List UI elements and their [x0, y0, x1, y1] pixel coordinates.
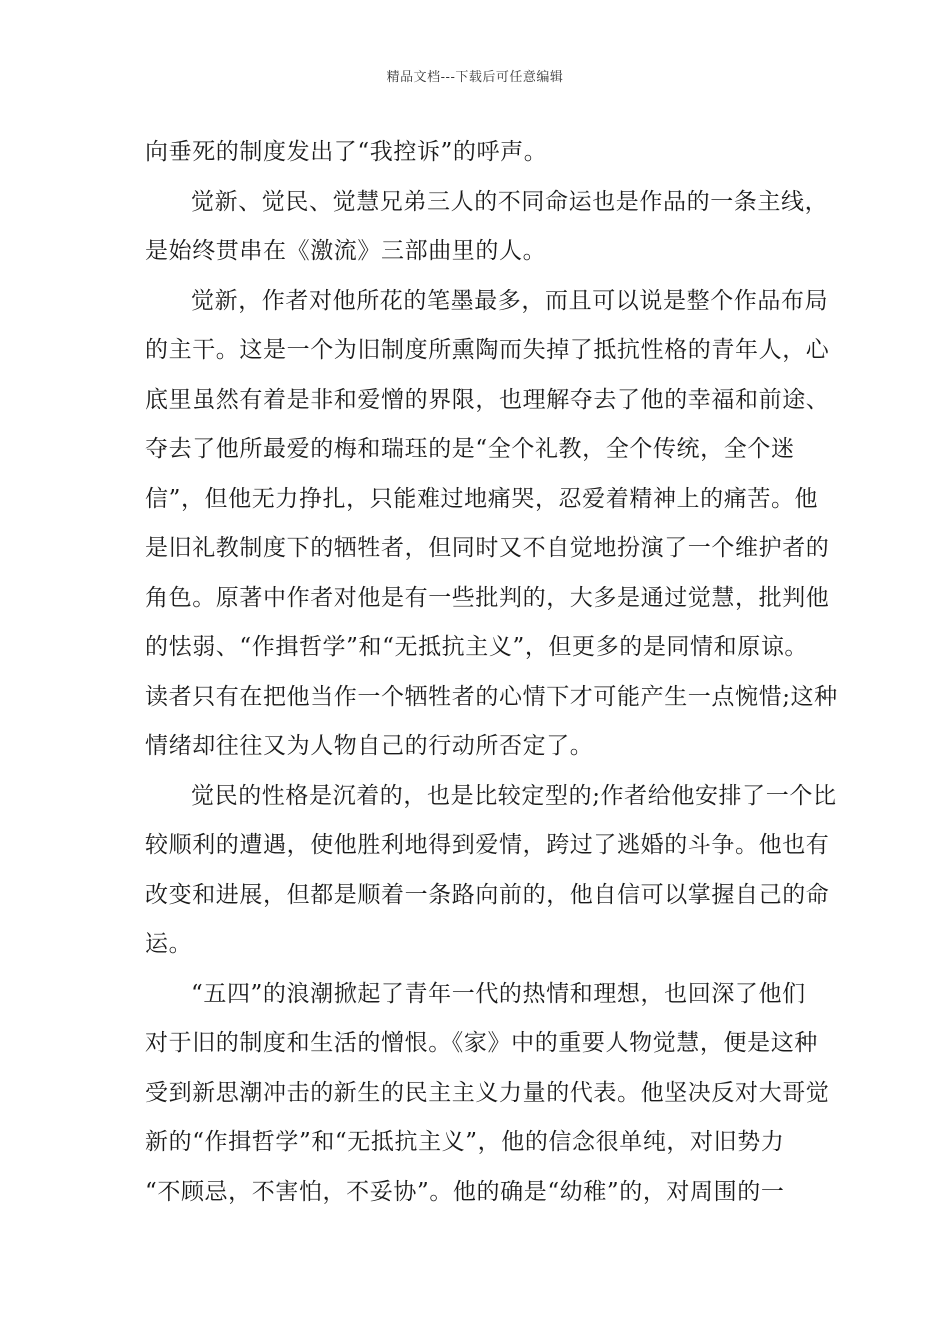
text-line: 底里虽然有着是非和爱憎的界限，也理解夺去了他的幸福和前途、 — [145, 386, 830, 413]
text-line: 觉新、觉民、觉慧兄弟三人的不同命运也是作品的一条主线， — [191, 188, 829, 215]
page-header: 精品文档---下载后可任意编辑 — [386, 70, 564, 85]
text-line: 情绪却往往又为人物自己的行动所否定了。 — [145, 733, 594, 759]
text-line: 信”，但他无力挣扎，只能难过地痛哭，忍爱着精神上的痛苦。他 — [145, 485, 819, 512]
text-line: “五四”的浪潮掀起了青年一代的热情和理想，也回深了他们 — [191, 980, 806, 1007]
text-line: 是始终贯串在《激流》三部曲里的人。 — [145, 238, 547, 264]
text-line: 的怯弱、“作揖哲学”和“无抵抗主义”，但更多的是同情和原谅。 — [145, 634, 809, 660]
text-line: 夺去了他所最爱的梅和瑞珏的是“全个礼教，全个传统，全个迷 — [145, 436, 795, 462]
text-line: 的主干。这是一个为旧制度所熏陶而失掉了抵抗性格的青年人，心 — [145, 337, 830, 363]
text-line: 觉新，作者对他所花的笔墨最多，而且可以说是整个作品布局 — [191, 287, 829, 314]
text-line: 是旧礼教制度下的牺牲者，但同时又不自觉地扮演了一个维护者的 — [145, 535, 830, 561]
text-line: 受到新思潮冲击的新生的民主主义力量的代表。他坚决反对大哥觉 — [145, 1079, 830, 1106]
text-line: 角色。原著中作者对他是有一些批判的，大多是通过觉慧，批判他 — [145, 584, 830, 611]
text-line: 对于旧的制度和生活的憎恨。《家》中的重要人物觉慧，便是这种 — [145, 1030, 818, 1056]
text-line: 新的“作揖哲学”和“无抵抗主义”，他的信念很单纯，对旧势力 — [145, 1129, 785, 1155]
body-text — [145, 128, 838, 1217]
text-line: 运。 — [145, 931, 193, 957]
text-line: 向垂死的制度发出了“我控诉”的呼声。 — [145, 139, 548, 165]
text-line: “不顾忌，不害怕，不妥协”。他的确是“幼稚”的，对周围的一 — [145, 1178, 785, 1205]
text-line: 改变和进展，但都是顺着一条路向前的，他自信可以掌握自己的命 — [145, 881, 830, 908]
text-line: 较顺利的遭遇，使他胜利地得到爱情，跨过了逃婚的斗争。他也有 — [145, 832, 830, 858]
text-line: 觉民的性格是沉着的，也是比较定型的;作者给他安排了一个比 — [191, 782, 837, 809]
text-line: 读者只有在把他当作一个牺牲者的心情下才可能产生一点惋惜;这种 — [145, 683, 838, 710]
